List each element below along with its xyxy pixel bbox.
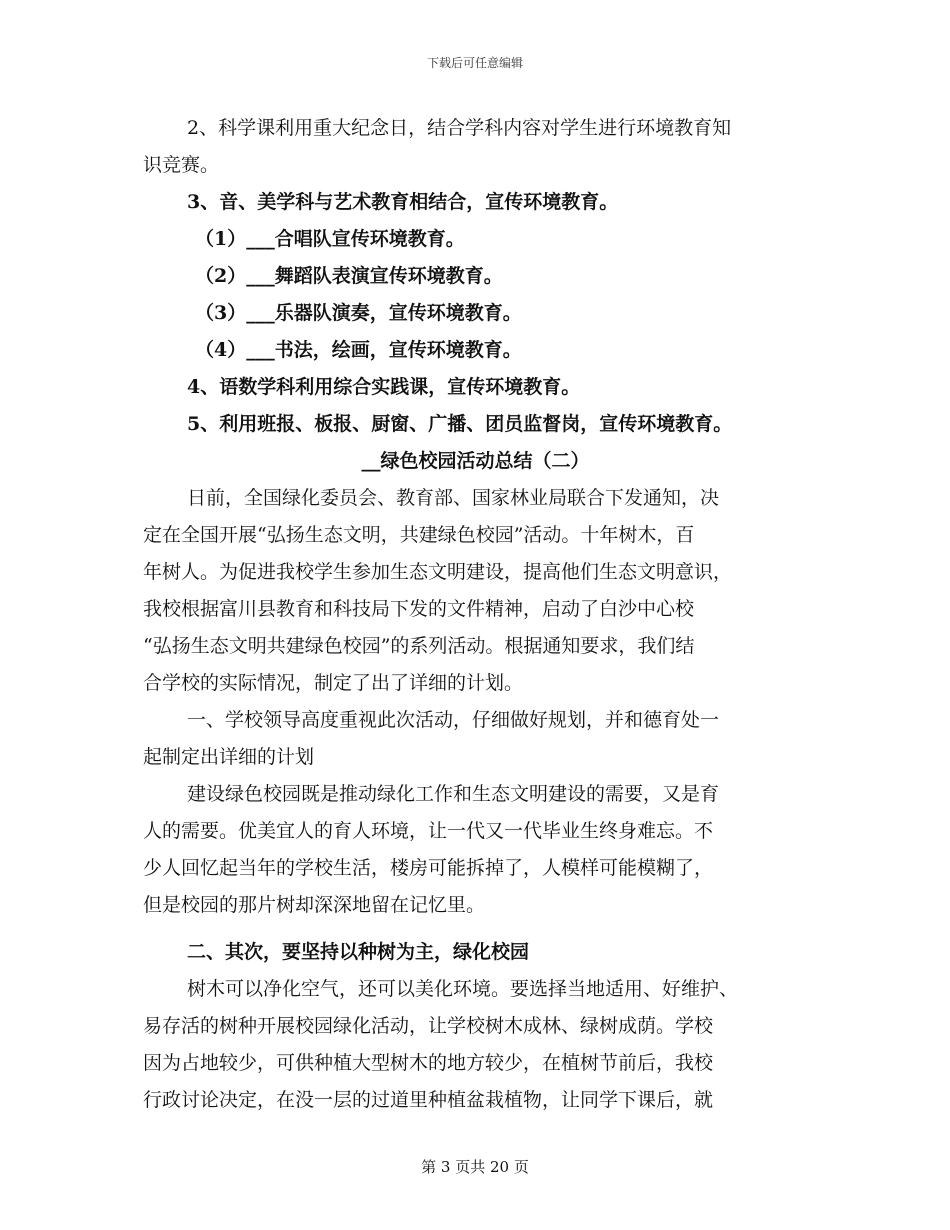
text-line: 树木可以净化空气，还可以美化环境。要选择当地适用、好维护、: [187, 978, 739, 1000]
text-line: 合学校的实际情况，制定了出了详细的计划。: [143, 672, 524, 694]
text-line: （2）___舞蹈队表演宣传环境教育。: [195, 265, 503, 287]
text-line: “弘扬生态文明共建绿色校园”的系列活动。根据通知要求，我们结: [143, 635, 695, 657]
document-body: [143, 110, 808, 1119]
text-line: （1）___合唱队宣传环境教育。: [195, 228, 465, 250]
paragraph-gap: [143, 924, 808, 934]
text-line: 一、学校领导高度重视此次活动，仔细做好规划，并和德育处一: [187, 709, 720, 731]
text-line: （4）___书法，绘画，宣传环境教育。: [195, 339, 522, 361]
text-line: 起制定出详细的计划: [143, 746, 315, 768]
text-line: 3、音、美学科与艺术教育相结合，宣传环境教育。: [187, 191, 619, 213]
text-line: （3）___乐器队演奏，宣传环境教育。: [195, 302, 522, 324]
text-line: 识竞赛。: [143, 154, 220, 176]
text-line: 人的需要。优美宜人的育人环境，让一代又一代毕业生终身难忘。不: [143, 820, 714, 842]
text-line: 2、科学课利用重大纪念日，结合学科内容对学生进行环境教育知: [187, 117, 732, 139]
section-title: __绿色校园活动总结（二）: [361, 450, 590, 472]
text-line: 5、利用班报、板报、厨窗、广播、团员监督岗，宣传环境教育。: [187, 413, 733, 435]
text-line: 因为占地较少，可供种植大型树木的地方较少，在植树节前后，我校: [143, 1052, 714, 1074]
text-line: 二、其次，要坚持以种树为主，绿化校园: [187, 941, 530, 963]
page-footer: 第 3 页共 20 页: [421, 1158, 529, 1176]
text-line: 年树人。为促进我校学生参加生态文明建设，提高他们生态文明意识，: [143, 561, 733, 583]
text-line: 但是校园的那片树却深深地留在记忆里。: [143, 894, 486, 916]
text-line: 我校根据富川县教育和科技局下发的文件精神，启动了白沙中心校: [143, 598, 695, 620]
text-line: 行政讨论决定，在没一层的过道里种植盆栽植物，让同学下课后，就: [143, 1089, 714, 1111]
text-line: 定在全国开展“弘扬生态文明，共建绿色校园”活动。十年树木，百: [143, 524, 695, 546]
text-line: 易存活的树种开展校园绿化活动，让学校树木成林、绿树成荫。学校: [143, 1015, 714, 1037]
text-line: 日前，全国绿化委员会、教育部、国家林业局联合下发通知，决: [187, 487, 720, 509]
page-header: 下载后可任意编辑: [426, 56, 523, 70]
text-line: 建设绿色校园既是推动绿化工作和生态文明建设的需要，又是育: [187, 783, 720, 805]
text-line: 少人回忆起当年的学校生活，楼房可能拆掉了，人模样可能模糊了，: [143, 857, 714, 879]
text-line: 4、语数学科利用综合实践课，宣传环境教育。: [187, 376, 581, 398]
